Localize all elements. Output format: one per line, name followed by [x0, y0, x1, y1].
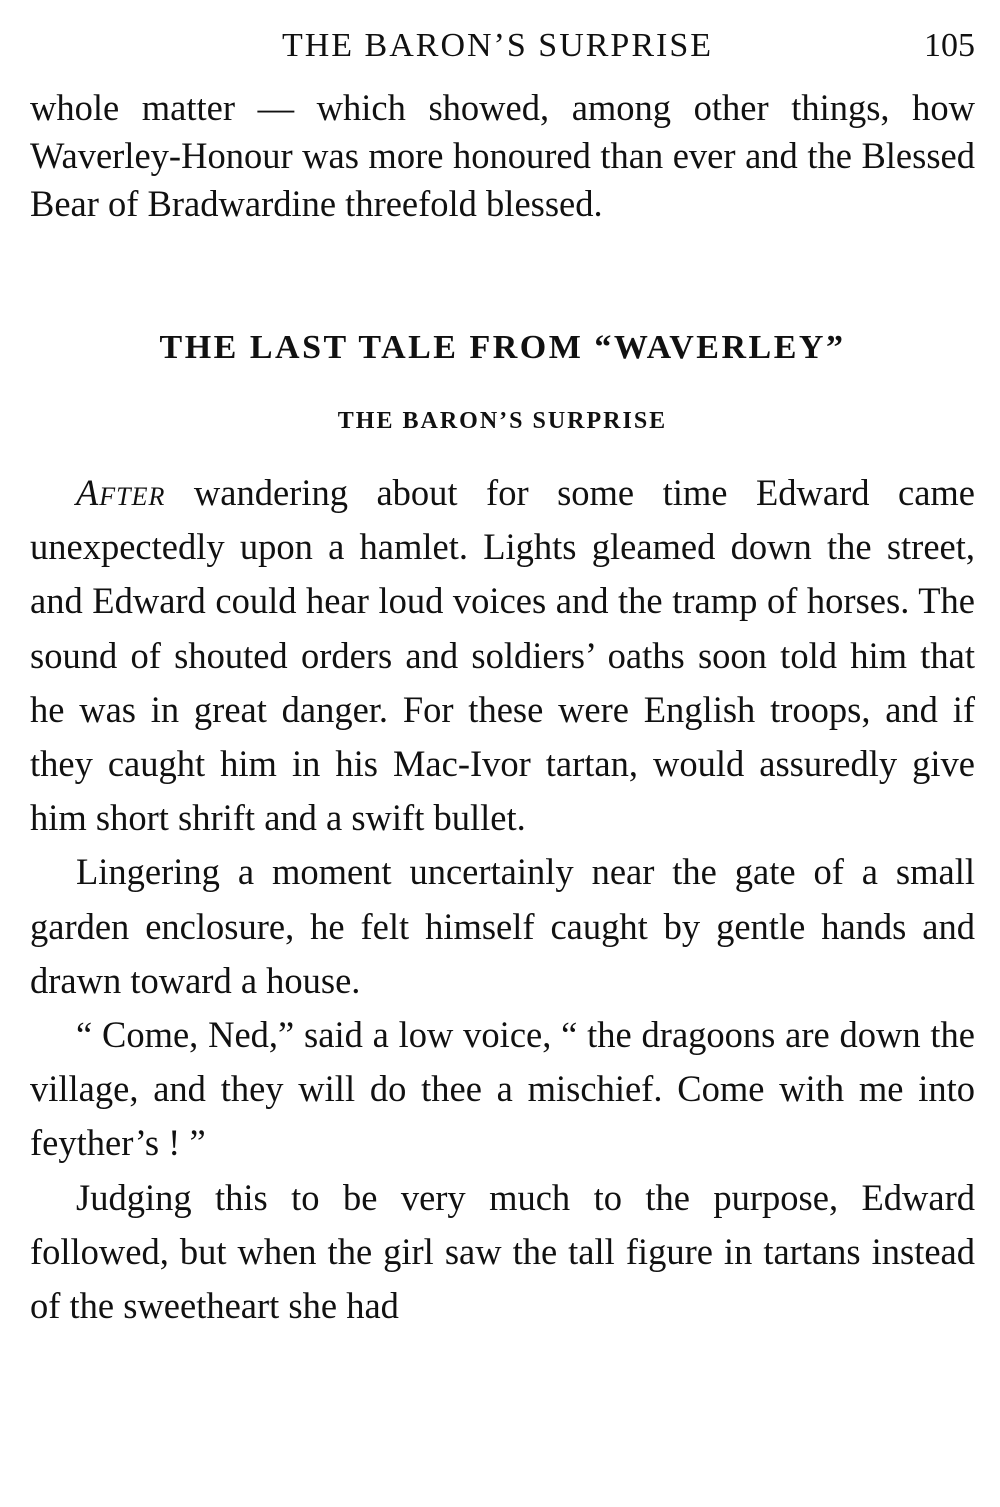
chapter-title: THE LAST TALE FROM “WAVERLEY” — [159, 329, 846, 366]
story-paragraph-4: Judging this to be very much to the purpose, Edward followed, but when the girl saw the tall figure in tartans instead of the sweetheart she had — [30, 1176, 975, 1327]
running-title: THE BARON’S SURPRISE — [281, 27, 714, 64]
paragraph-text: wandering about for some time Edward came unexpectedly upon a hamlet. Lights gleamed down the street, and Edward could hear loud voices and the tramp of horses. The sound of shouted orders and soldiers’ oaths soon told him that he was in great danger. For these were English troops, and if they caught him in his Mac-Ivor tartan, would assuredly give him short shrift and a swift bullet. — [30, 472, 975, 839]
chapter-subtitle: THE BARON’S SURPRISE — [337, 408, 668, 434]
opening-word: After — [76, 472, 166, 513]
page-number: 105 — [924, 27, 975, 64]
continuation-paragraph: whole matter — which showed, among other things, how Waverley-Honour was more honoured than ever and the Blessed Bear of Bradwardine threefold blessed. — [30, 87, 975, 224]
book-page — [30, 18, 975, 1333]
story-paragraph-2: Lingering a moment uncertainly near the gate of a small garden enclosure, he felt himself caught by gentle hands and drawn toward a house. — [30, 851, 975, 1001]
running-head — [30, 18, 975, 74]
story-paragraph-3: “ Come, Ned,” said a low voice, “ the dragoons are down the village, and they will do thee a mischief. Come with me into feyther’s ! ” — [30, 1014, 975, 1164]
story-body — [30, 466, 975, 1333]
story-paragraph-1 — [30, 466, 975, 845]
